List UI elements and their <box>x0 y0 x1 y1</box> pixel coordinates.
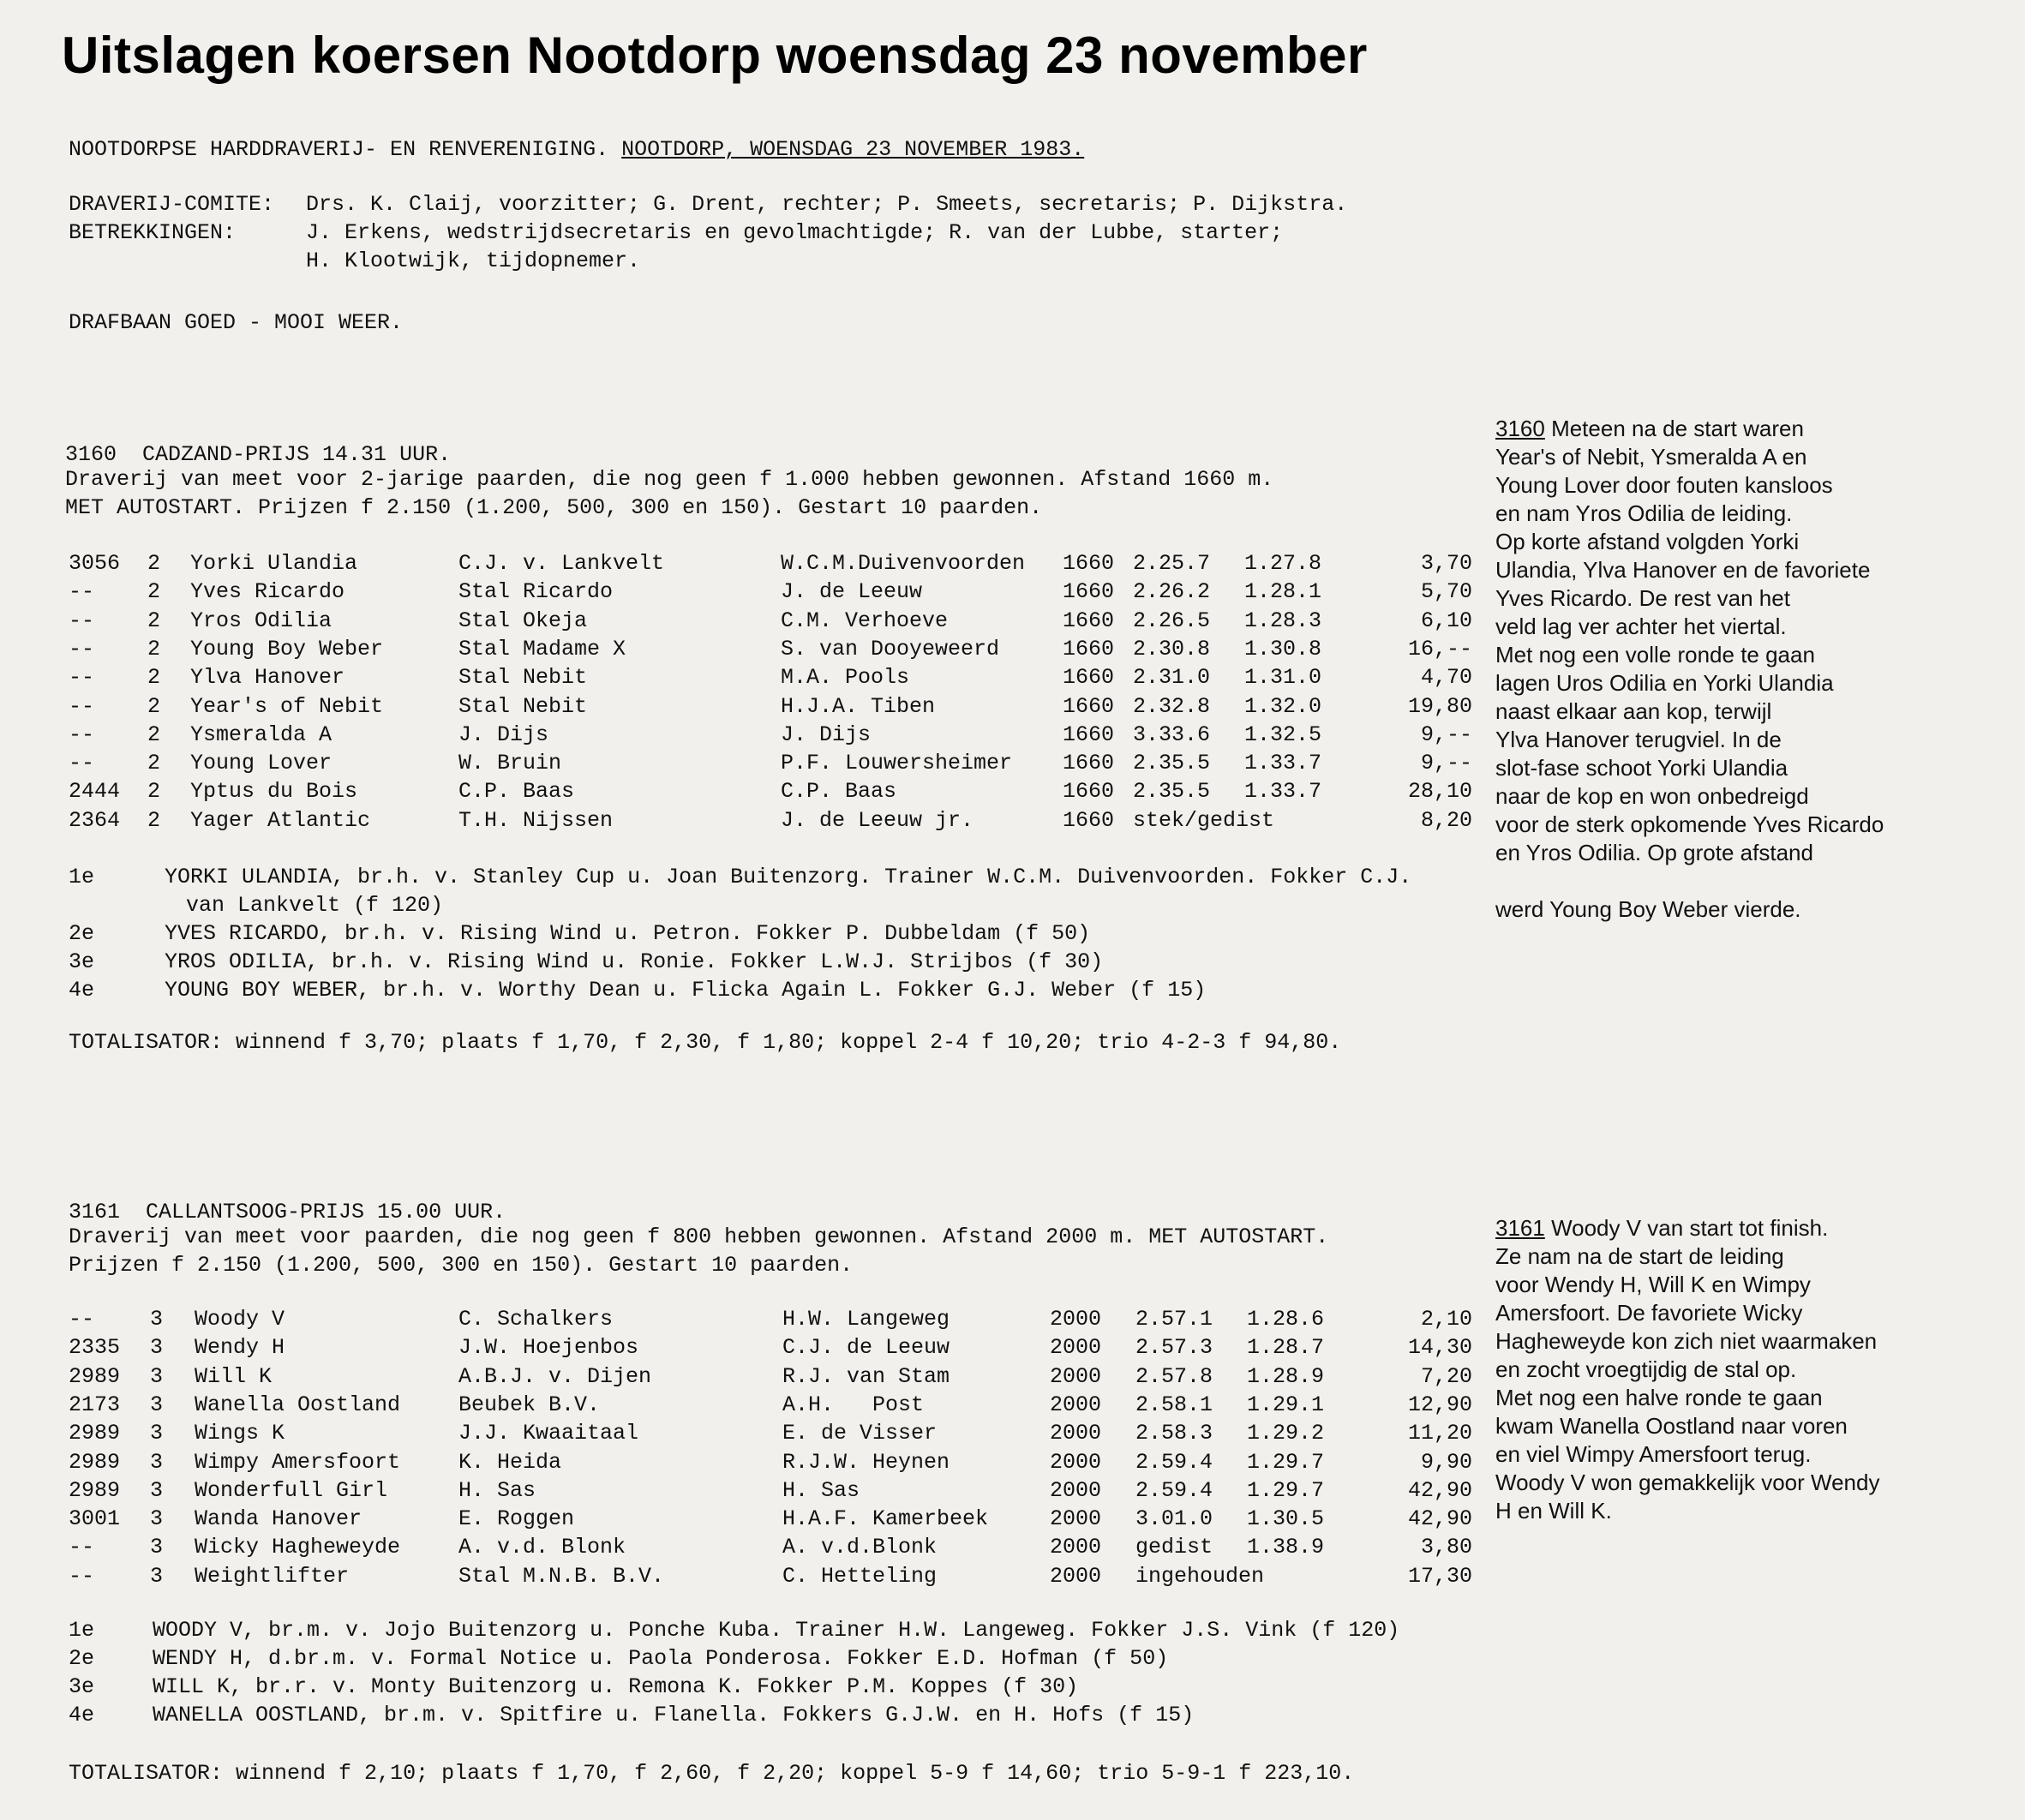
cell-km: 1.38.9 <box>1247 1535 1325 1560</box>
cell-nr: 3001 <box>69 1506 121 1532</box>
table-row <box>0 579 1474 608</box>
cell-nr: 2335 <box>69 1335 121 1361</box>
report-first-line <box>1495 415 1884 443</box>
cell-driver: C.J. de Leeuw <box>782 1335 950 1361</box>
placing-text: YROS ODILIA, br.h. v. Rising Wind u. Ronie. Fokker L.W.J. Strijbos (f 30) <box>165 949 1104 974</box>
table-row <box>0 1335 1474 1363</box>
report-line: werd Young Boy Weber vierde. <box>1495 896 1801 922</box>
cell-time: gedist <box>1135 1535 1213 1560</box>
race-description-line-2: Prijzen f 2.150 (1.200, 500, 300 en 150). Gestart 10 paarden. <box>69 1253 854 1278</box>
placing-rank: 1e <box>69 865 95 889</box>
placing-rank: 3e <box>69 1674 95 1699</box>
cell-owner: Stal Nebit <box>458 693 588 719</box>
place-date: NOOTDORP, WOENSDAG 23 NOVEMBER 1983. <box>621 137 1085 162</box>
cell-odds: 9,-- <box>1420 751 1472 776</box>
cell-odds: 42,90 <box>1407 1506 1472 1532</box>
report-line: slot-fase schoot Yorki Ulandia <box>1495 755 1788 781</box>
placing-text: YVES RICARDO, br.h. v. Rising Wind u. Petron. Fokker P. Dubbeldam (f 50) <box>165 921 1091 946</box>
cell-nr: -- <box>69 1535 95 1560</box>
cell-horse: Wendy H <box>195 1335 285 1361</box>
cell-age: 2 <box>147 551 161 576</box>
table-row <box>0 694 1474 722</box>
cell-age: 3 <box>150 1363 164 1389</box>
cell-horse: Yager Atlantic <box>190 807 371 833</box>
cell-owner: J. Dijs <box>458 721 549 747</box>
comite-label: DRAVERIJ-COMITE: <box>69 192 275 217</box>
cell-driver: J. Dijs <box>781 721 872 747</box>
cell-driver: W.C.M.Duivenvoorden <box>781 551 1026 576</box>
cell-nr: -- <box>69 608 95 633</box>
table-row <box>0 1364 1474 1392</box>
report-line: Amersfoort. De favoriete Wicky <box>1495 1300 1803 1326</box>
cell-odds: 9,90 <box>1420 1449 1472 1475</box>
cell-owner: J.J. Kwaaitaal <box>458 1421 639 1446</box>
cell-time: 2.31.0 <box>1133 665 1211 691</box>
cell-horse: Wanella Oostland <box>195 1392 401 1417</box>
cell-horse: Wanda Hanover <box>195 1506 362 1532</box>
report-line <box>1495 867 1884 895</box>
cell-nr: -- <box>69 1307 95 1332</box>
report-line: naar de kop en won onbedreigd <box>1495 783 1809 809</box>
report-first-text: Woody V van start tot finish. <box>1544 1215 1829 1241</box>
race-description-line-2: MET AUTOSTART. Prijzen f 2.150 (1.200, 500, 300 en 150). Gestart 10 paarden. <box>65 495 1043 520</box>
totalisator: TOTALISATOR: winnend f 2,10; plaats f 1,70, f 2,60, f 2,20; koppel 5-9 f 14,60; trio 5-9-1 f 223,10. <box>69 1761 1355 1786</box>
cell-horse: Yros Odilia <box>190 608 333 633</box>
cell-horse: Ysmeralda A <box>190 721 333 747</box>
cell-odds: 16,-- <box>1407 636 1472 662</box>
cell-age: 3 <box>150 1392 164 1417</box>
cell-km: 1.29.2 <box>1247 1421 1325 1446</box>
cell-horse: Wonderfull Girl <box>195 1477 388 1503</box>
cell-owner: Stal M.N.B. B.V. <box>458 1563 665 1589</box>
cell-km: 1.30.8 <box>1244 636 1322 662</box>
cell-nr: 2989 <box>69 1363 121 1389</box>
cell-nr: 2989 <box>69 1449 121 1475</box>
table-row <box>0 665 1474 693</box>
cell-driver: A. v.d.Blonk <box>782 1535 938 1560</box>
cell-owner: W. Bruin <box>458 751 562 776</box>
table-row <box>0 1392 1474 1421</box>
cell-km: 1.30.5 <box>1247 1506 1325 1532</box>
cell-km: 1.32.0 <box>1244 693 1322 719</box>
cell-time: 2.58.1 <box>1135 1392 1213 1417</box>
cell-dist: 2000 <box>1050 1477 1102 1503</box>
cell-horse: Yptus du Bois <box>190 779 358 805</box>
cell-km: 1.32.5 <box>1244 721 1322 747</box>
cell-horse: Yorki Ulandia <box>190 551 358 576</box>
cell-time: 2.57.8 <box>1135 1363 1213 1389</box>
cell-owner: A. v.d. Blonk <box>458 1535 626 1560</box>
placing-rank: 1e <box>69 1618 95 1643</box>
cell-driver: S. van Dooyeweerd <box>781 636 1000 662</box>
cell-owner: Stal Okeja <box>458 608 588 633</box>
cell-driver: C.P. Baas <box>781 779 897 805</box>
cell-km: 1.27.8 <box>1244 551 1322 576</box>
cell-time: 2.58.3 <box>1135 1421 1213 1446</box>
cell-time: 2.25.7 <box>1133 551 1211 576</box>
report-line: Ze nam na de start de leiding <box>1495 1243 1784 1269</box>
table-row <box>0 608 1474 637</box>
cell-odds: 28,10 <box>1407 779 1472 805</box>
report-line: H en Will K. <box>1495 1498 1612 1524</box>
cell-dist: 2000 <box>1050 1563 1102 1589</box>
table-row <box>0 1535 1474 1563</box>
cell-dist: 2000 <box>1050 1506 1102 1532</box>
cell-time: 2.35.5 <box>1133 779 1211 805</box>
betrekkingen-line-1: J. Erkens, wedstrijdsecretaris en gevolmachtigde; R. van der Lubbe, starter; <box>306 220 1284 245</box>
placing-text: WOODY V, br.m. v. Jojo Buitenzorg u. Ponche Kuba. Trainer H.W. Langeweg. Fokker J.S. Vink (f 120) <box>153 1618 1400 1643</box>
cell-dist: 2000 <box>1050 1363 1102 1389</box>
cell-owner: J.W. Hoejenbos <box>458 1335 639 1361</box>
cell-nr: -- <box>69 751 95 776</box>
cell-driver: M.A. Pools <box>781 665 910 691</box>
page-title: Uitslagen koersen Nootdorp woensdag 23 november <box>62 27 1368 84</box>
cell-time: 2.35.5 <box>1133 751 1211 776</box>
cell-time: 2.59.4 <box>1135 1449 1213 1475</box>
race-heading: 3161 CALLANTSOOG-PRIJS 15.00 UUR. <box>69 1200 506 1224</box>
cell-odds: 17,30 <box>1407 1563 1472 1589</box>
cell-age: 3 <box>150 1535 164 1560</box>
report-line: en zocht vroegtijdig de stal op. <box>1495 1356 1797 1382</box>
report-race-number: 3160 <box>1495 416 1545 441</box>
report-line: naast elkaar aan kop, terwijl <box>1495 698 1772 724</box>
cell-horse: Yves Ricardo <box>190 579 345 605</box>
cell-km: 1.33.7 <box>1244 779 1322 805</box>
cell-dist: 1660 <box>1063 551 1115 576</box>
cell-nr: -- <box>69 721 95 747</box>
cell-age: 2 <box>147 721 161 747</box>
report-line: Hagheweyde kon zich niet waarmaken <box>1495 1328 1878 1354</box>
cell-age: 3 <box>150 1421 164 1446</box>
cell-driver: H. Sas <box>782 1477 860 1503</box>
cell-nr: -- <box>69 665 95 691</box>
cell-driver: J. de Leeuw <box>781 579 923 605</box>
cell-age: 2 <box>147 608 161 633</box>
cell-dist: 2000 <box>1050 1421 1102 1446</box>
report-first-line <box>1495 1214 1879 1242</box>
cell-age: 3 <box>150 1563 164 1589</box>
cell-owner: T.H. Nijssen <box>458 807 614 833</box>
placing-rank: 2e <box>69 1646 95 1671</box>
report-line: veld lag ver achter het viertal. <box>1495 614 1787 639</box>
cell-owner: C.J. v. Lankvelt <box>458 551 665 576</box>
cell-nr: 2173 <box>69 1392 121 1417</box>
cell-nr: -- <box>69 1563 95 1589</box>
cell-nr: -- <box>69 636 95 662</box>
cell-nr: 2989 <box>69 1477 121 1503</box>
cell-age: 2 <box>147 665 161 691</box>
cell-dist: 1660 <box>1063 721 1115 747</box>
cell-owner: H. Sas <box>458 1477 536 1503</box>
report-line: kwam Wanella Oostland naar voren <box>1495 1413 1848 1439</box>
cell-dist: 2000 <box>1050 1335 1102 1361</box>
cell-horse: Ylva Hanover <box>190 665 345 691</box>
cell-km: 1.29.7 <box>1247 1477 1325 1503</box>
cell-dist: 1660 <box>1063 779 1115 805</box>
cell-nr: 2444 <box>69 779 121 805</box>
betrekkingen-line-2: H. Klootwijk, tijdopnemer. <box>306 248 641 273</box>
cell-driver: R.J.W. Heynen <box>782 1449 950 1475</box>
header-association-line <box>69 135 1084 164</box>
race-report <box>1495 415 1884 924</box>
cell-driver: H.W. Langeweg <box>782 1307 950 1332</box>
cell-horse: Year's of Nebit <box>190 693 384 719</box>
report-line: lagen Uros Odilia en Yorki Ulandia <box>1495 670 1834 696</box>
cell-driver: H.J.A. Tiben <box>781 693 936 719</box>
report-first-text: Meteen na de start waren <box>1544 416 1804 441</box>
cell-time: 2.30.8 <box>1133 636 1211 662</box>
placing-text: WILL K, br.r. v. Monty Buitenzorg u. Remona K. Fokker P.M. Koppes (f 30) <box>153 1674 1079 1699</box>
cell-time: 2.57.3 <box>1135 1335 1213 1361</box>
cell-time: 3.01.0 <box>1135 1506 1213 1532</box>
cell-time: 3.33.6 <box>1133 721 1211 747</box>
race-description-line-1: Draverij van meet voor 2-jarige paarden, die nog geen f 1.000 hebben gewonnen. Afstand 1660 m. <box>65 467 1274 492</box>
cell-nr: 3056 <box>69 551 121 576</box>
cell-odds: 3,80 <box>1420 1535 1472 1560</box>
placing-text: YORKI ULANDIA, br.h. v. Stanley Cup u. Joan Buitenzorg. Trainer W.C.M. Duivenvoorden. Fokker C.J. <box>165 865 1412 889</box>
table-row <box>0 1506 1474 1535</box>
cell-dist: 2000 <box>1050 1392 1102 1417</box>
cell-driver: A.H. Post <box>782 1392 925 1417</box>
cell-km: 1.33.7 <box>1244 751 1322 776</box>
cell-age: 3 <box>150 1477 164 1503</box>
cell-time: 2.26.5 <box>1133 608 1211 633</box>
cell-odds: 42,90 <box>1407 1477 1472 1503</box>
cell-dist: 2000 <box>1050 1449 1102 1475</box>
comite-text: Drs. K. Claij, voorzitter; G. Drent, rechter; P. Smeets, secretaris; P. Dijkstra. <box>306 192 1348 217</box>
cell-dist: 1660 <box>1063 608 1115 633</box>
table-row <box>0 1478 1474 1506</box>
cell-odds: 19,80 <box>1407 693 1472 719</box>
cell-owner: Stal Madame X <box>458 636 626 662</box>
table-row <box>0 751 1474 779</box>
cell-odds: 3,70 <box>1420 551 1472 576</box>
table-row <box>0 551 1474 579</box>
cell-owner: E. Roggen <box>458 1506 575 1532</box>
cell-driver: C.M. Verhoeve <box>781 608 949 633</box>
cell-km: 1.28.1 <box>1244 579 1322 605</box>
cell-odds: 2,10 <box>1420 1307 1472 1332</box>
cell-horse: Will K <box>195 1363 273 1389</box>
cell-driver: P.F. Louwersheimer <box>781 751 1013 776</box>
cell-dist: 1660 <box>1063 636 1115 662</box>
cell-horse: Woody V <box>195 1307 285 1332</box>
race-description-line-1: Draverij van meet voor paarden, die nog geen f 800 hebben gewonnen. Afstand 2000 m. MET AUTOSTART. <box>69 1224 1329 1249</box>
cell-nr: 2989 <box>69 1421 121 1446</box>
cell-age: 2 <box>147 779 161 805</box>
placing-rank: 2e <box>69 921 95 946</box>
report-line: en Yros Odilia. Op grote afstand <box>1495 840 1813 865</box>
report-line: voor Wendy H, Will K en Wimpy <box>1495 1272 1811 1297</box>
cell-horse: Young Boy Weber <box>190 636 384 662</box>
cell-owner: Stal Nebit <box>458 665 588 691</box>
report-line: Woody V won gemakkelijk voor Wendy <box>1495 1470 1880 1495</box>
cell-age: 2 <box>147 636 161 662</box>
placing-text-continued: van Lankvelt (f 120) <box>186 893 444 918</box>
cell-odds: 9,-- <box>1420 721 1472 747</box>
totalisator: TOTALISATOR: winnend f 3,70; plaats f 1,70, f 2,30, f 1,80; koppel 2-4 f 10,20; trio 4-2-3 f 94,80. <box>69 1030 1342 1055</box>
cell-age: 2 <box>147 807 161 833</box>
placing-text: YOUNG BOY WEBER, br.h. v. Worthy Dean u. Flicka Again L. Fokker G.J. Weber (f 15) <box>165 978 1207 1003</box>
table-row <box>0 808 1474 836</box>
cell-driver: E. de Visser <box>782 1421 938 1446</box>
placing-text: WANELLA OOSTLAND, br.m. v. Spitfire u. Flanella. Fokkers G.J.W. en H. Hofs (f 15) <box>153 1703 1195 1727</box>
cell-time: 2.57.1 <box>1135 1307 1213 1332</box>
cell-odds: 8,20 <box>1420 807 1472 833</box>
cell-owner: A.B.J. v. Dijen <box>458 1363 652 1389</box>
cell-driver: H.A.F. Kamerbeek <box>782 1506 989 1532</box>
cell-age: 3 <box>150 1307 164 1332</box>
cell-age: 2 <box>147 579 161 605</box>
betrekkingen-label: BETREKKINGEN: <box>69 220 237 245</box>
cell-age: 2 <box>147 693 161 719</box>
table-row <box>0 1307 1474 1335</box>
cell-driver: C. Hetteling <box>782 1563 938 1589</box>
cell-nr: 2364 <box>69 807 121 833</box>
report-line: Op korte afstand volgden Yorki <box>1495 529 1800 554</box>
race-heading: 3160 CADZAND-PRIJS 14.31 UUR. <box>65 442 452 467</box>
comite-line <box>69 190 274 219</box>
report-line: en viel Wimpy Amersfoort terug. <box>1495 1441 1812 1467</box>
cell-time: ingehouden <box>1135 1563 1265 1589</box>
cell-age: 2 <box>147 751 161 776</box>
cell-odds: 11,20 <box>1407 1421 1472 1446</box>
cell-odds: 7,20 <box>1420 1363 1472 1389</box>
placing-rank: 4e <box>69 1703 95 1727</box>
table-row <box>0 1450 1474 1478</box>
cell-owner: C. Schalkers <box>458 1307 614 1332</box>
cell-owner: Beubek B.V. <box>458 1392 601 1417</box>
cell-age: 3 <box>150 1449 164 1475</box>
cell-odds: 4,70 <box>1420 665 1472 691</box>
cell-time: stek/gedist <box>1133 807 1275 833</box>
cell-dist: 1660 <box>1063 751 1115 776</box>
report-line: Met nog een halve ronde te gaan <box>1495 1385 1823 1410</box>
cell-owner: K. Heida <box>458 1449 562 1475</box>
cell-km: 1.28.3 <box>1244 608 1322 633</box>
cell-km: 1.31.0 <box>1244 665 1322 691</box>
report-line: voor de sterk opkomende Yves Ricardo <box>1495 811 1884 837</box>
placing-rank: 4e <box>69 978 95 1003</box>
placing-text: WENDY H, d.br.m. v. Formal Notice u. Paola Ponderosa. Fokker E.D. Hofman (f 50) <box>153 1646 1169 1671</box>
cell-km: 1.29.1 <box>1247 1392 1325 1417</box>
cell-dist: 2000 <box>1050 1535 1102 1560</box>
cell-time: 2.32.8 <box>1133 693 1211 719</box>
cell-dist: 1660 <box>1063 693 1115 719</box>
cell-age: 3 <box>150 1506 164 1532</box>
cell-dist: 1660 <box>1063 807 1115 833</box>
report-line: Young Lover door fouten kansloos <box>1495 472 1833 498</box>
race-report <box>1495 1214 1879 1525</box>
report-line: Ylva Hanover terugviel. In de <box>1495 727 1782 752</box>
report-line: Ulandia, Ylva Hanover en de favoriete <box>1495 557 1871 583</box>
cell-nr: -- <box>69 579 95 605</box>
cell-odds: 14,30 <box>1407 1335 1472 1361</box>
cell-nr: -- <box>69 693 95 719</box>
placing-rank: 3e <box>69 949 95 974</box>
cell-driver: R.J. van Stam <box>782 1363 950 1389</box>
cell-age: 3 <box>150 1335 164 1361</box>
cell-km: 1.28.9 <box>1247 1363 1325 1389</box>
association-name: NOOTDORPSE HARDDRAVERIJ- EN RENVERENIGING. <box>69 137 609 162</box>
cell-horse: Wicky Hagheweyde <box>195 1535 401 1560</box>
cell-driver: J. de Leeuw jr. <box>781 807 974 833</box>
track-conditions: DRAFBAAN GOED - MOOI WEER. <box>69 310 404 335</box>
report-race-number: 3161 <box>1495 1215 1545 1241</box>
cell-odds: 12,90 <box>1407 1392 1472 1417</box>
cell-time: 2.26.2 <box>1133 579 1211 605</box>
table-row <box>0 722 1474 751</box>
cell-odds: 6,10 <box>1420 608 1472 633</box>
cell-time: 2.59.4 <box>1135 1477 1213 1503</box>
cell-dist: 2000 <box>1050 1307 1102 1332</box>
cell-owner: Stal Ricardo <box>458 579 614 605</box>
cell-dist: 1660 <box>1063 665 1115 691</box>
table-row <box>0 637 1474 665</box>
table-row <box>0 1564 1474 1592</box>
report-line: en nam Yros Odilia de leiding. <box>1495 500 1793 526</box>
table-row <box>0 779 1474 807</box>
cell-horse: Young Lover <box>190 751 333 776</box>
cell-horse: Wimpy Amersfoort <box>195 1449 401 1475</box>
cell-horse: Weightlifter <box>195 1563 350 1589</box>
cell-odds: 5,70 <box>1420 579 1472 605</box>
cell-dist: 1660 <box>1063 579 1115 605</box>
report-line: Year's of Nebit, Ysmeralda A en <box>1495 444 1807 470</box>
table-row <box>0 1421 1474 1449</box>
cell-owner: C.P. Baas <box>458 779 575 805</box>
report-line: Yves Ricardo. De rest van het <box>1495 585 1790 611</box>
cell-km: 1.28.6 <box>1247 1307 1325 1332</box>
cell-horse: Wings K <box>195 1421 285 1446</box>
cell-km: 1.28.7 <box>1247 1335 1325 1361</box>
report-line: Met nog een volle ronde te gaan <box>1495 642 1815 668</box>
cell-km: 1.29.7 <box>1247 1449 1325 1475</box>
